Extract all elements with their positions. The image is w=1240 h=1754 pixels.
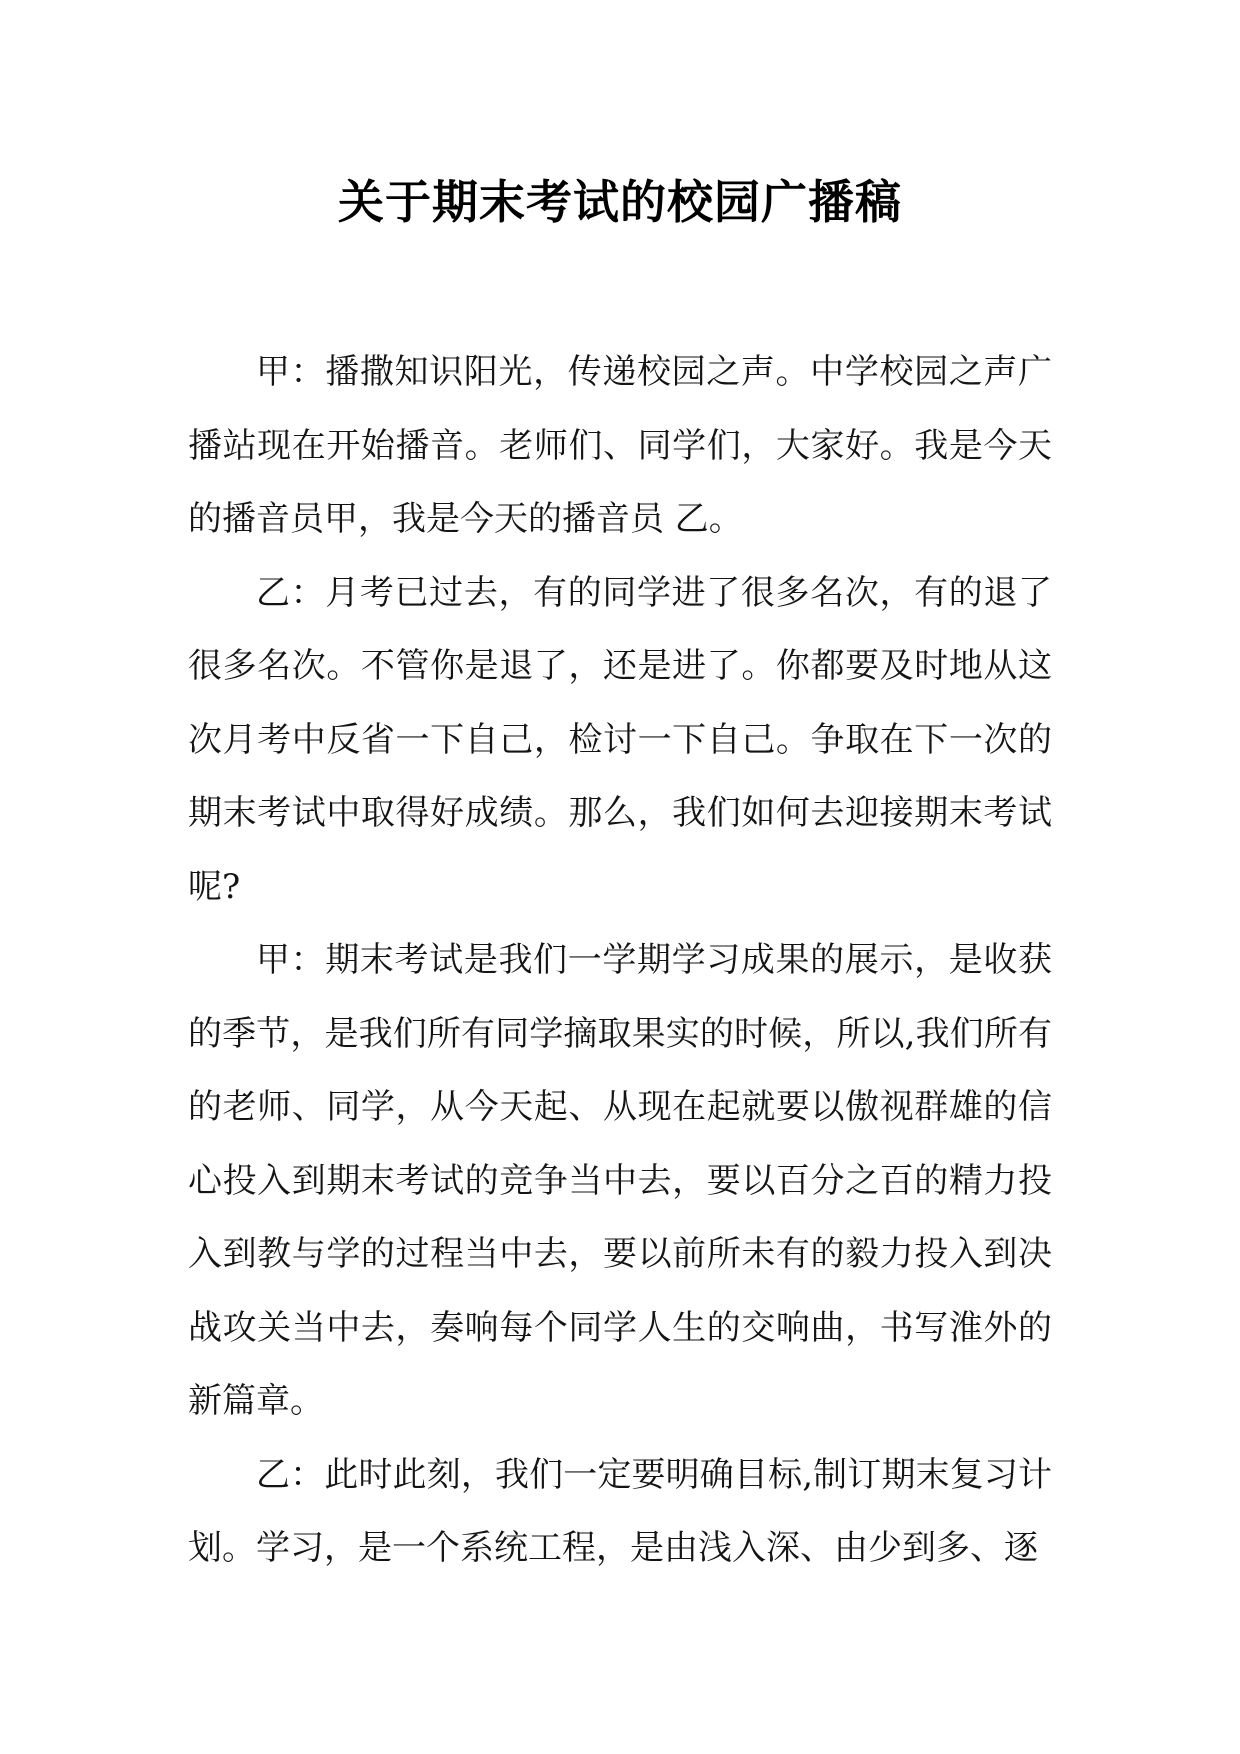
paragraph-4: 乙：此时此刻，我们一定要明确目标,制订期末复习计划。学习，是一个系统工程，是由浅入深、由少到多、逐 [188, 1454, 1052, 1568]
document-title: 关于期末考试的校园广播稿 [338, 175, 902, 229]
document-body [188, 336, 1052, 1716]
paragraph-2: 乙：月考已过去，有的同学进了很多名次，有的退了很多名次。不管你是退了，还是进了。你都要及时地从这次月考中反省一下自己，检讨一下自己。争取在下一次的期末考试中取得好成绩。那么，我们如何去迎接期末考试呢? [188, 572, 1052, 907]
paragraph-3: 甲：期末考试是我们一学期学习成果的展示，是收获的季节，是我们所有同学摘取果实的时候，所以,我们所有的老师、同学，从今天起、从现在起就要以傲视群雄的信心投入到期末考试的竞争当中去，要以百分之百的精力投入到教与学的过程当中去，要以前所未有的毅力投入到决战攻关当中去，奏响每个同学人生的交响曲，书写淮外的新篇章。 [188, 940, 1052, 1421]
paragraph-1: 甲：播撒知识阳光，传递校园之声。中学校园之声广播站现在开始播音。老师们、同学们，大家好。我是今天的播音员甲，我是今天的播音员 乙。 [188, 352, 1052, 539]
